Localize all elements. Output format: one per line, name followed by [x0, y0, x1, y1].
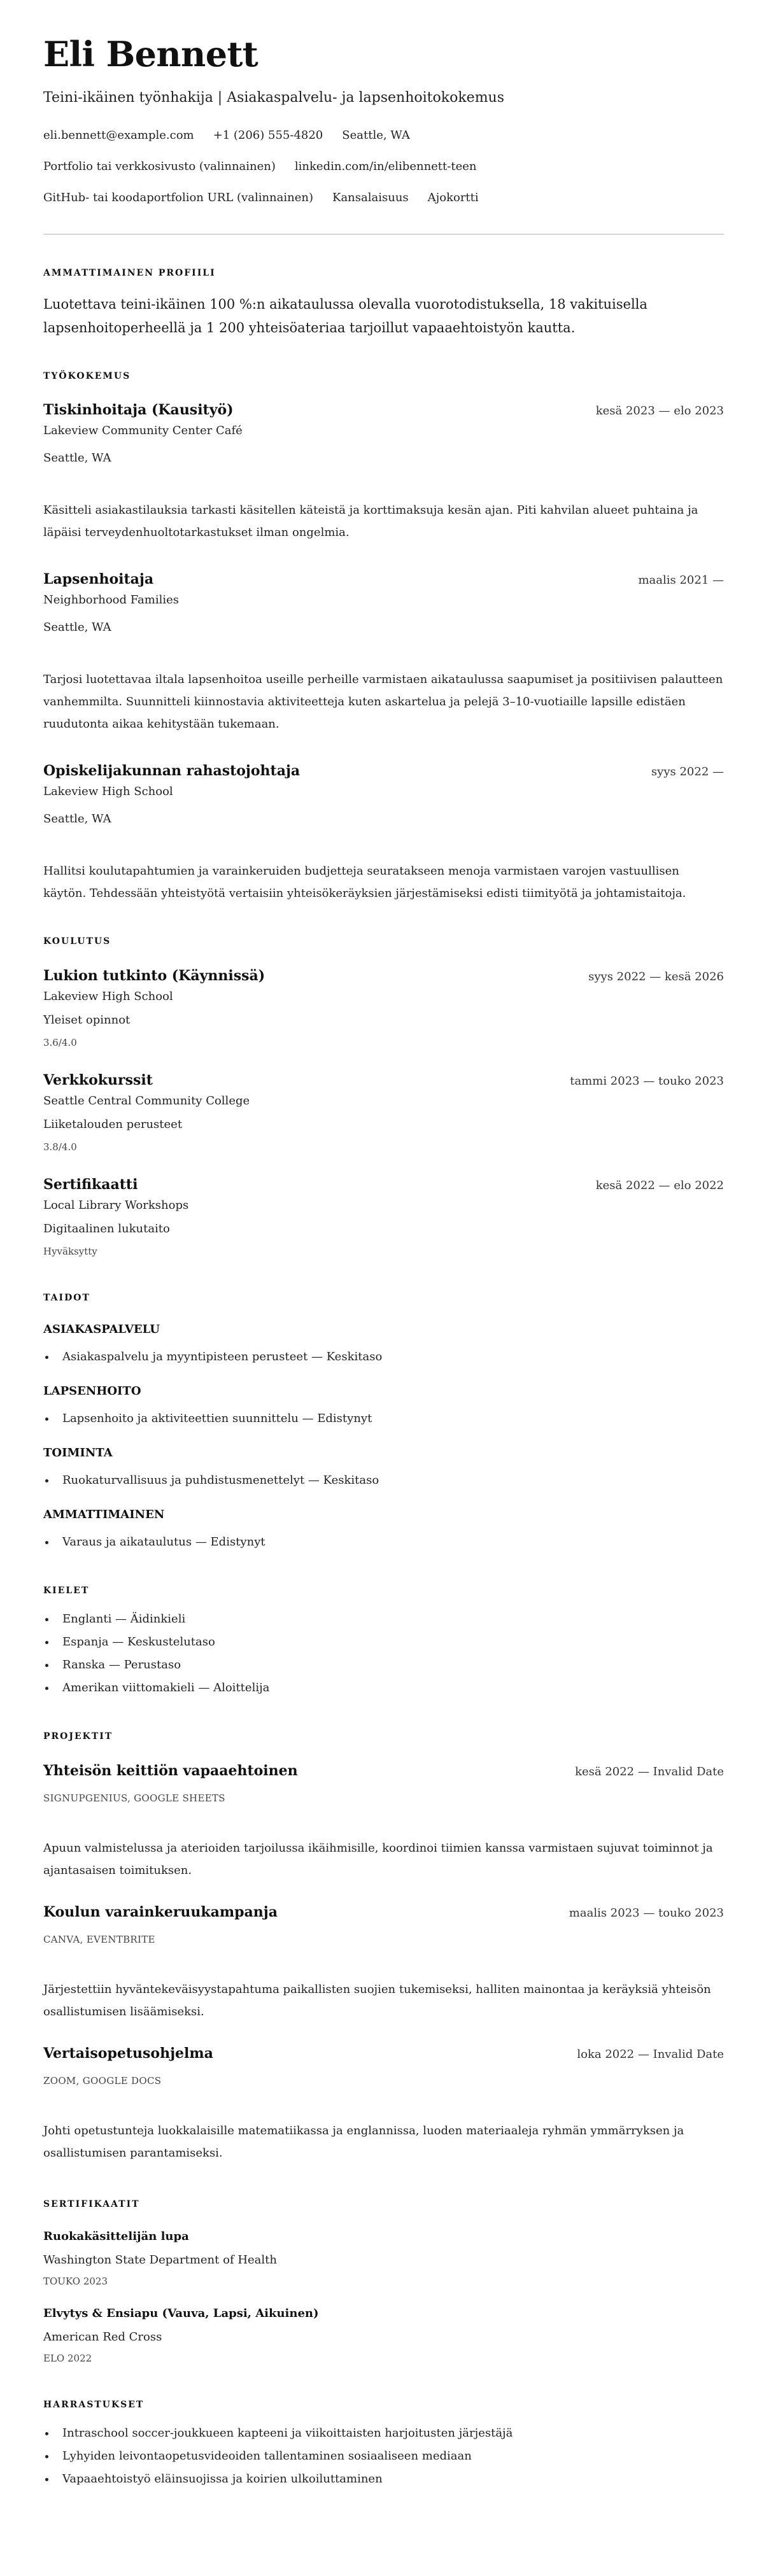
language-list — [43, 1611, 724, 1696]
job-dates: maalis 2021 — — [638, 574, 724, 587]
section-heading: KOULUTUS — [43, 936, 111, 947]
header-divider — [43, 234, 724, 235]
skill-list — [43, 1534, 724, 1551]
skill-item: Ruokaturvallisuus ja puhdistusmenettelyt — Keskitaso — [43, 1472, 724, 1489]
job-description: Hallitsi koulutapahtumien ja varainkeruiden budjetteja seuratakseen menoja varmistaen varojen vastuullisen käytön. Tehdessään yhteistyötä vertaisiin yhteisökeräyksien järjestämiseksi edisti tiimityötä ja johtamistaitoja. — [43, 864, 686, 900]
language-item: Ranska — Perustaso — [43, 1657, 724, 1673]
hobby-item: Intraschool soccer-joukkueen kapteeni ja viikoittaisten harjoitusten järjestäjä — [43, 2425, 724, 2442]
job-entry — [43, 761, 724, 904]
skills-section — [43, 1292, 724, 1551]
language-item: Espanja — Keskustelutaso — [43, 1634, 724, 1650]
education-section — [43, 935, 724, 1258]
grade: 3.8/4.0 — [43, 1141, 77, 1153]
certification-date: ELO 2022 — [43, 2353, 92, 2364]
education-entry — [43, 1175, 724, 1258]
degree-title: Sertifikaatti — [43, 1176, 138, 1193]
degree-title: Lukion tutkinto (Käynnissä) — [43, 968, 265, 984]
hobby-list — [43, 2425, 724, 2488]
certification-entry — [43, 2229, 724, 2288]
certification-entry — [43, 2306, 724, 2365]
education-dates: syys 2022 — kesä 2026 — [588, 970, 724, 983]
linkedin-link[interactable]: linkedin.com/in/elibennett-teen — [294, 160, 477, 173]
skill-item: Lapsenhoito ja aktiviteettien suunnittelu — Edistynyt — [43, 1411, 724, 1427]
project-tech: ZOOM, GOOGLE DOCS — [43, 2075, 162, 2087]
job-location: Seattle, WA — [43, 451, 111, 465]
project-description: Apuun valmistelussa ja aterioiden tarjoilussa ikäihmisille, koordinoi tiimien kanssa varmistaen sujuvat toiminnot ja ajantasaisen toimituksen. — [43, 1841, 713, 1877]
education-entry — [43, 1071, 724, 1153]
location: Seattle, WA — [342, 129, 410, 142]
job-dates: syys 2022 — — [651, 765, 724, 778]
job-title: Tiskinhoitaja (Kausityö) — [43, 402, 234, 418]
skill-list — [43, 1349, 724, 1365]
skill-category: TOIMINTA — [43, 1446, 113, 1460]
skill-category: AMMATTIMAINEN — [43, 1508, 165, 1521]
certification-issuer: Washington State Department of Health — [43, 2253, 277, 2267]
email-link[interactable]: eli.bennett@example.com — [43, 129, 194, 142]
project-title: Vertaisopetusohjelma — [43, 2045, 213, 2062]
job-title: Opiskelijakunnan rahastojohtaja — [43, 763, 301, 779]
profile-section — [43, 267, 724, 339]
hobby-item: Lyhyiden leivontaopetusvideoiden tallentaminen sosiaaliseen mediaan — [43, 2448, 724, 2465]
extra-row — [43, 190, 724, 206]
resume-header — [43, 34, 724, 206]
education-entry — [43, 966, 724, 1049]
job-entry — [43, 570, 724, 735]
project-entry — [43, 1903, 724, 2023]
certification-date: TOUKO 2023 — [43, 2276, 108, 2287]
job-location: Seattle, WA — [43, 621, 111, 634]
project-dates: kesä 2022 — Invalid Date — [575, 1765, 724, 1778]
section-heading: HARRASTUKSET — [43, 2400, 145, 2410]
project-entry — [43, 1761, 724, 1882]
grade: Hyväksytty — [43, 1246, 97, 1257]
certification-issuer: American Red Cross — [43, 2330, 162, 2344]
job-dates: kesä 2023 — elo 2023 — [595, 404, 724, 418]
project-tech: CANVA, EVENTBRITE — [43, 1934, 155, 1945]
section-heading: TAIDOT — [43, 1293, 90, 1303]
links-row — [43, 159, 724, 174]
drivers-license: Ajokortti — [427, 191, 479, 204]
headline: Teini-ikäinen työnhakija | Asiakaspalvelu- ja lapsenhoitokokemus — [43, 90, 505, 106]
contact-row — [43, 128, 724, 143]
field-of-study: Liiketalouden perusteet — [43, 1118, 183, 1131]
job-description: Tarjosi luotettavaa iltala lapsenhoitoa useille perheille varmistaen aikataulussa saapumiset ja positiivisen palautteen vanhemmilta. Suunnitteli kiinnostavia aktiviteetteja kuten askartelua ja pelejä 3–10-vuotiaille lapsille edistäen ruudutonta aikaa kehitystään tukemaan. — [43, 673, 723, 731]
certifications-section — [43, 2198, 724, 2365]
skill-list — [43, 1411, 724, 1427]
language-item: Amerikan viittomakieli — Aloittelija — [43, 1680, 724, 1696]
education-dates: kesä 2022 — elo 2022 — [595, 1179, 724, 1192]
job-location: Seattle, WA — [43, 812, 111, 826]
profile-text: Luotettava teini-ikäinen 100 %:n aikataulussa olevalla vuorotodistuksella, 18 vakituisella lapsenhoitoperheellä ja 1 200 yhteisöateriaa tarjoillut vapaaehtoistyön kautta. — [43, 297, 647, 335]
section-heading: PROJEKTIT — [43, 1731, 113, 1742]
skill-item: Varaus ja aikataulutus — Edistynyt — [43, 1534, 724, 1551]
job-entry — [43, 400, 724, 544]
job-company: Neighborhood Families — [43, 593, 179, 607]
project-dates: loka 2022 — Invalid Date — [577, 2048, 724, 2061]
project-description: Järjestettiin hyväntekeväisyystapahtuma paikallisten suojien tukemiseksi, halliten mainontaa ja keräyksiä yhteisön osallistumisen lisäämiseksi. — [43, 1983, 711, 2018]
languages-section — [43, 1584, 724, 1696]
section-heading: AMMATTIMAINEN PROFIILI — [43, 268, 216, 278]
phone-number: +1 (206) 555-4820 — [213, 129, 323, 142]
skill-category: ASIAKASPALVELU — [43, 1323, 160, 1336]
school-name: Lakeview High School — [43, 990, 173, 1003]
job-company: Lakeview High School — [43, 785, 173, 798]
job-description: Käsitteli asiakastilauksia tarkasti käsitellen käteistä ja korttimaksuja kesän ajan. Piti kahvilan alueet puhtaina ja läpäisi terveydenhuoltotarkastukset ilman ongelmia. — [43, 503, 698, 539]
experience-section — [43, 370, 724, 904]
project-title: Yhteisön keittiön vapaaehtoinen — [43, 1763, 298, 1779]
certification-title: Elvytys & Ensiapu (Vauva, Lapsi, Aikuinen) — [43, 2307, 319, 2320]
projects-section — [43, 1730, 724, 2164]
field-of-study: Digitaalinen lukutaito — [43, 1222, 170, 1235]
education-dates: tammi 2023 — touko 2023 — [570, 1074, 724, 1088]
job-company: Lakeview Community Center Café — [43, 424, 243, 437]
skill-category: LAPSENHOITO — [43, 1384, 141, 1398]
section-heading: TYÖKOKEMUS — [43, 371, 131, 381]
candidate-name: Eli Bennett — [43, 34, 258, 74]
hobbies-section — [43, 2398, 724, 2488]
project-entry — [43, 2044, 724, 2164]
certification-title: Ruokakäsittelijän lupa — [43, 2230, 189, 2243]
language-item: Englanti — Äidinkieli — [43, 1611, 724, 1628]
citizenship: Kansalaisuus — [332, 191, 409, 204]
skill-list — [43, 1472, 724, 1489]
grade: 3.6/4.0 — [43, 1037, 77, 1048]
project-tech: SIGNUPGENIUS, GOOGLE SHEETS — [43, 1792, 225, 1804]
skill-item: Asiakaspalvelu ja myyntipisteen perusteet — Keskitaso — [43, 1349, 724, 1365]
school-name: Seattle Central Community College — [43, 1094, 250, 1108]
hobby-item: Vapaaehtoistyö eläinsuojissa ja koirien ulkoiluttaminen — [43, 2471, 724, 2488]
section-heading: SERTIFIKAATIT — [43, 2199, 140, 2209]
degree-title: Verkkokurssit — [43, 1072, 153, 1088]
section-heading: KIELET — [43, 1586, 90, 1596]
project-title: Koulun varainkeruukampanja — [43, 1904, 278, 1920]
school-name: Local Library Workshops — [43, 1199, 189, 1212]
project-dates: maalis 2023 — touko 2023 — [569, 1906, 724, 1920]
portfolio-link[interactable]: Portfolio tai verkkosivusto (valinnainen) — [43, 160, 276, 173]
github-link[interactable]: GitHub- tai koodaportfolion URL (valinnainen) — [43, 191, 313, 204]
field-of-study: Yleiset opinnot — [43, 1013, 131, 1027]
job-title: Lapsenhoitaja — [43, 571, 154, 588]
project-description: Johti opetustunteja luokkalaisille matematiikassa ja englannissa, luoden materiaaleja ryhmän ymmärryksen ja osallistumisen parantamiseksi. — [43, 2124, 684, 2160]
